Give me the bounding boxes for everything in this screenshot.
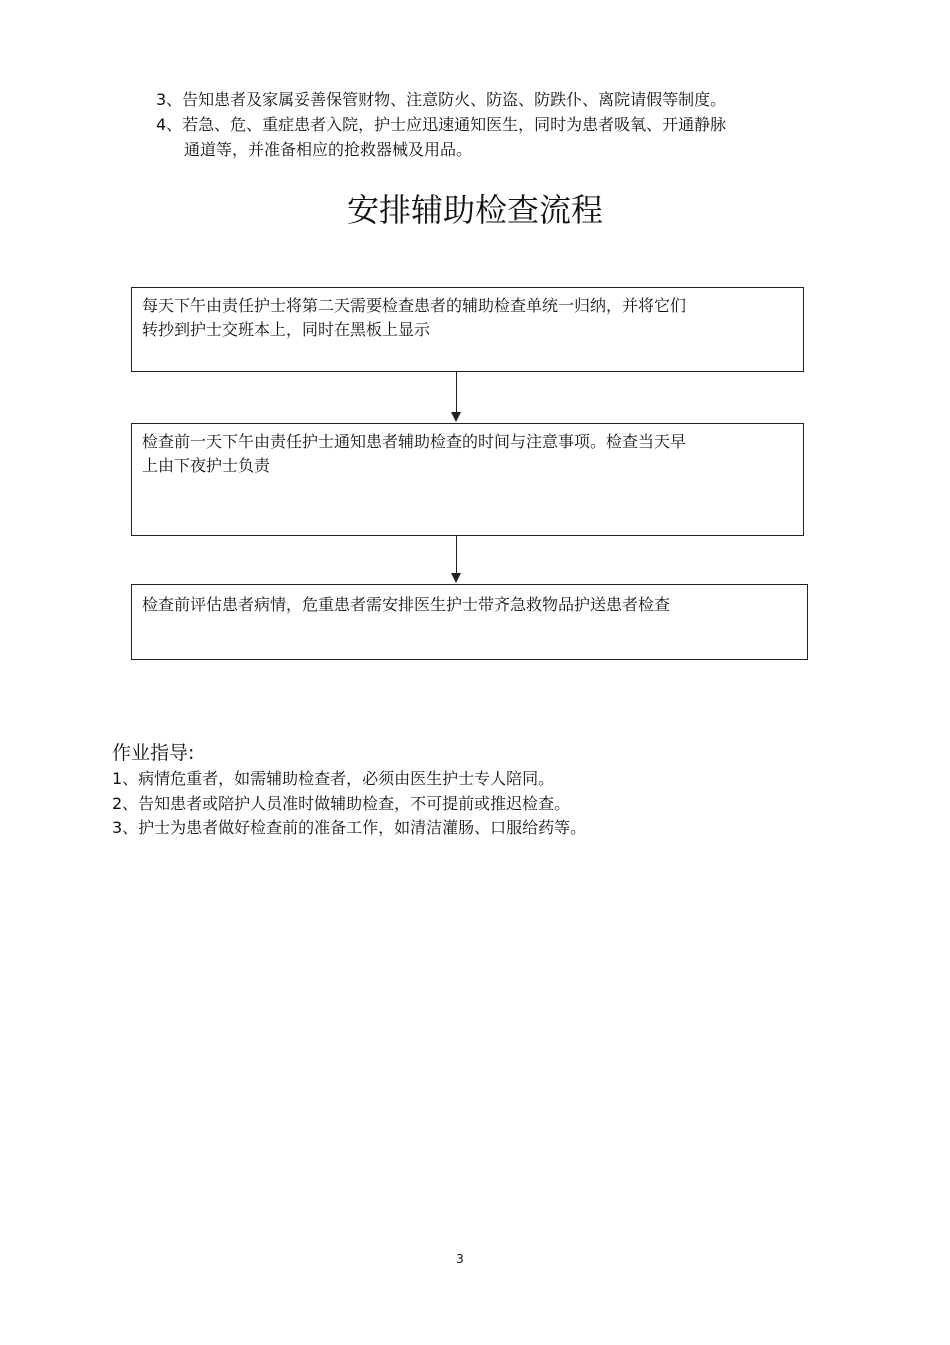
flow-step-3-box	[131, 584, 808, 660]
flow-step-2-line1: 检查前一天下午由责任护士通知患者辅助检查的时间与注意事项。检查当天早	[142, 432, 687, 451]
guidance-heading: 作业指导:	[112, 742, 195, 764]
intro-item-3: 3、告知患者及家属妥善保管财物、注意防火、防盗、防跌仆、离院请假等制度。	[156, 90, 727, 109]
intro-item-4-continued: 通道等，并准备相应的抢救器械及用品。	[184, 140, 473, 159]
flow-step-1-line2: 转抄到护士交班本上，同时在黑板上显示	[142, 320, 431, 339]
guidance-item-3: 3、护士为患者做好检查前的准备工作，如清洁灌肠、口服给药等。	[112, 818, 587, 837]
flow-arrow-2-head	[451, 573, 461, 583]
flow-title: 安排辅助检查流程	[346, 191, 603, 229]
flow-step-1-line1: 每天下午由责任护士将第二天需要检查患者的辅助检查单统一归纳，并将它们	[142, 296, 687, 315]
flow-step-1-box	[131, 287, 804, 372]
flow-step-2-box	[131, 423, 804, 536]
intro-item-4: 4、若急、危、重症患者入院，护士应迅速通知医生，同时为患者吸氧、开通静脉	[156, 115, 727, 134]
flow-arrow-1-head	[451, 412, 461, 422]
page-number: 3	[456, 1252, 464, 1266]
flow-step-3-line1: 检查前评估患者病情，危重患者需安排医生护士带齐急救物品护送患者检查	[142, 595, 671, 614]
flow-step-2-line2: 上由下夜护士负责	[142, 456, 271, 475]
guidance-item-2: 2、告知患者或陪护人员准时做辅助检查，不可提前或推迟检查。	[112, 794, 571, 813]
flow-arrow-2-line	[456, 536, 457, 574]
guidance-item-1: 1、病情危重者，如需辅助检查者，必须由医生护士专人陪同。	[112, 769, 555, 788]
flow-arrow-1-line	[456, 372, 457, 414]
